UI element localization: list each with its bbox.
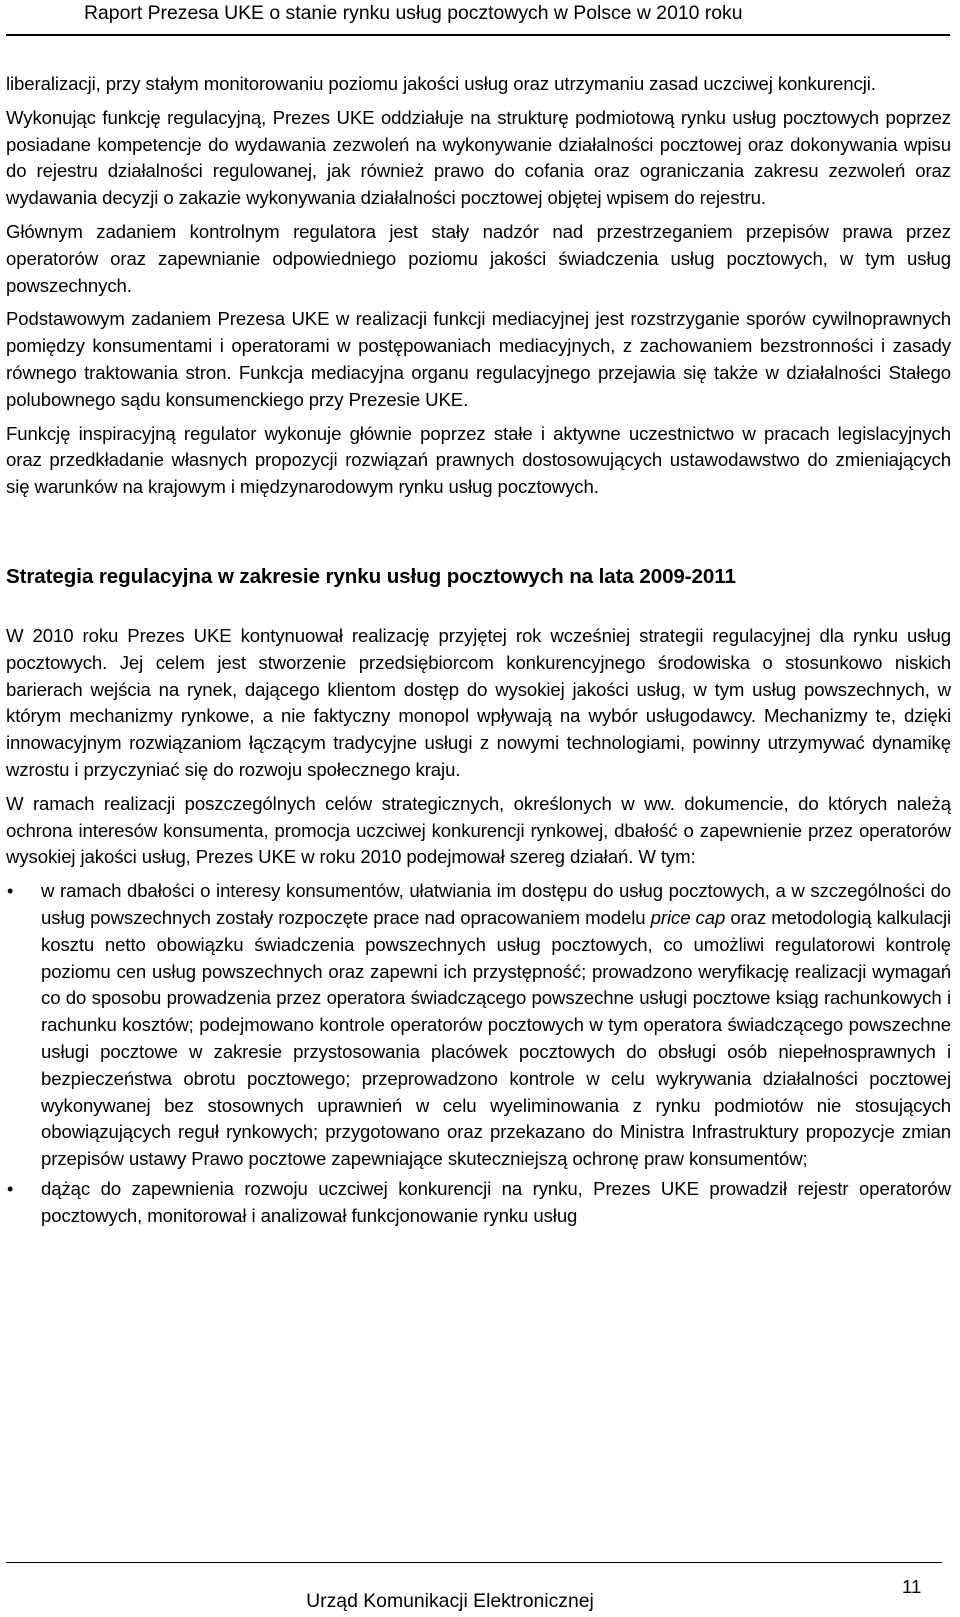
list-item-emphasis: price cap	[650, 906, 726, 928]
bullet-point: •	[7, 1178, 14, 1199]
page-number: 11	[902, 1576, 922, 1597]
list-item-text-start: w ramach dbałości o interesy konsumentów, ułatwiania im dostępu do usług pocztowych, a w szczególności do usług powszechnych zostały rozpoczęte prace nad opracowaniem modelu	[41, 880, 951, 928]
paragraph-zadanie-kontrolne: Głównym zadaniem kontrolnym regulatora jest stały nadzór nad przestrzeganiem przepisów prawa przez operatorów oraz zapewnianie odpowiedniego poziomu jakości świadczenia usług pocztowych, w tym usług powszechnych.	[6, 220, 951, 296]
list-item	[6, 1176, 951, 1230]
paragraph-funkcja-inspiracyjna: Funkcję inspiracyjną regulator wykonuje głównie poprzez stałe i aktywne uczestnictwo w pracach legislacyjnych oraz przedkładanie własnych propozycji rozwiązań prawnych dostosowujących ustawodawstwo do zmieniających się warunków na krajowym i międzynarodowym rynku usług pocztowych.	[6, 422, 951, 498]
page-header	[0, 0, 960, 44]
footer-divider	[6, 1562, 942, 1563]
report-title: Raport Prezesa UKE o stanie rynku usług pocztowych w Polsce w 2010 roku	[84, 2, 743, 24]
page-footer	[0, 1555, 960, 1617]
paragraph-liberalizacja: liberalizacji, przy stałym monitorowaniu poziomu jakości usług oraz utrzymaniu zasad uczciwej konkurencji.	[6, 73, 876, 94]
list-item-text: dążąc do zapewnienia rozwoju uczciwej konkurencji na rynku, Prezes UKE prowadził rejestr operatorów pocztowych, monitorował i analizował funkcjonowanie rynku usług	[41, 1177, 951, 1226]
section-heading: Strategia regulacyjna w zakresie rynku usług pocztowych na lata 2009-2011	[6, 564, 736, 588]
bullet-point: •	[7, 881, 14, 902]
paragraph-cele-strategiczne: W ramach realizacji poszczególnych celów strategicznych, określonych w ww. dokumencie, do których należą ochrona interesów konsumenta, promocja uczciwej konkurencji rynkowej, dbałość o zapewnienie przez operatorów wysokiej jakości usług, Prezes UKE w roku 2010 podejmował szereg działań. W tym:	[6, 792, 951, 868]
paragraph-funkcja-regulacyjna: Wykonując funkcję regulacyjną, Prezes UKE oddziałuje na strukturę podmiotową rynku usług pocztowych poprzez posiadane kompetencje do wydawania zezwoleń na wykonywanie działalności pocztowej oraz dokonywania wpisu do rejestru działalności regulowanej, jak również prawo do cofania oraz ograniczania zakresu zezwoleń oraz wydawania decyzji o zakazie wykonywania działalności pocztowej objętej wpisem do rejestru.	[6, 106, 951, 209]
actions-list	[6, 878, 951, 1229]
organization-name: Urząd Komunikacji Elektronicznej	[306, 1590, 594, 1612]
list-item	[6, 878, 951, 1173]
paragraph-funkcja-mediacyjna: Podstawowym zadaniem Prezesa UKE w realizacji funkcji mediacyjnej jest rozstrzyganie sporów cywilnoprawnych pomiędzy konsumentami i operatorami w postępowaniach mediacyjnych, z zachowaniem bezstronności i zasady równego traktowania stron. Funkcja mediacyjna organu regulacyjnego przejawia się także w działalności Stałego polubownego sądu konsumenckiego przy Prezesie UKE.	[6, 308, 951, 410]
paragraph-strategia: W 2010 roku Prezes UKE kontynuował realizację przyjętej rok wcześniej strategii regulacyjnej dla rynku usług pocztowych. Jej celem jest stworzenie przedsiębiorcom konkurencyjnego środowiska o stosunkowo niskich barierach wejścia na rynek, dającego klientom dostęp do wysokiej jakości usług, w tym usług powszechnych, w którym mechanizmy rynkowe, a nie faktyczny monopol wpływają na wybór usługodawcy. Mechanizmy te, dzięki innowacyjnym rozwiązaniom łączącym tradycyjne usługi z nowymi technologiami, powinny utrzymywać dynamikę wzrostu i przyczyniać się do rozwoju społecznego kraju.	[6, 624, 951, 780]
header-divider	[6, 34, 950, 36]
page-body	[6, 71, 951, 1232]
list-item-text-end: oraz metodologią kalkulacji kosztu netto obowiązku świadczenia powszechnych usług pocztowych, co umożliwi regulatorowi kontrolę poziomu cen usług powszechnych oraz zapewni ich przystępność; prowadzono weryfikację realizacji wymagań co do sposobu prowadzenia przez operatora świadczącego powszechne usługi pocztowe ksiąg rachunkowych i rachunku kosztów; podejmowano kontrole operatorów pocztowych w tym operatora świadczącego powszechne usługi pocztowe w zakresie przystosowania placówek pocztowych do obsługi osób niepełnosprawnych i bezpieczeństwa obrotu pocztowego; przeprowadzono kontrole w celu wykrywania działalności pocztowej wykonywanej bez stosownych uprawnień w celu wyeliminowania z rynku podmiotów nie stosujących obowiązujących reguł rynkowych; przygotowano oraz przekazano do Ministra Infrastruktury propozycje zmian przepisów ustawy Prawo pocztowe zapewniające skuteczniejszą ochronę praw konsumentów;	[41, 906, 952, 1170]
